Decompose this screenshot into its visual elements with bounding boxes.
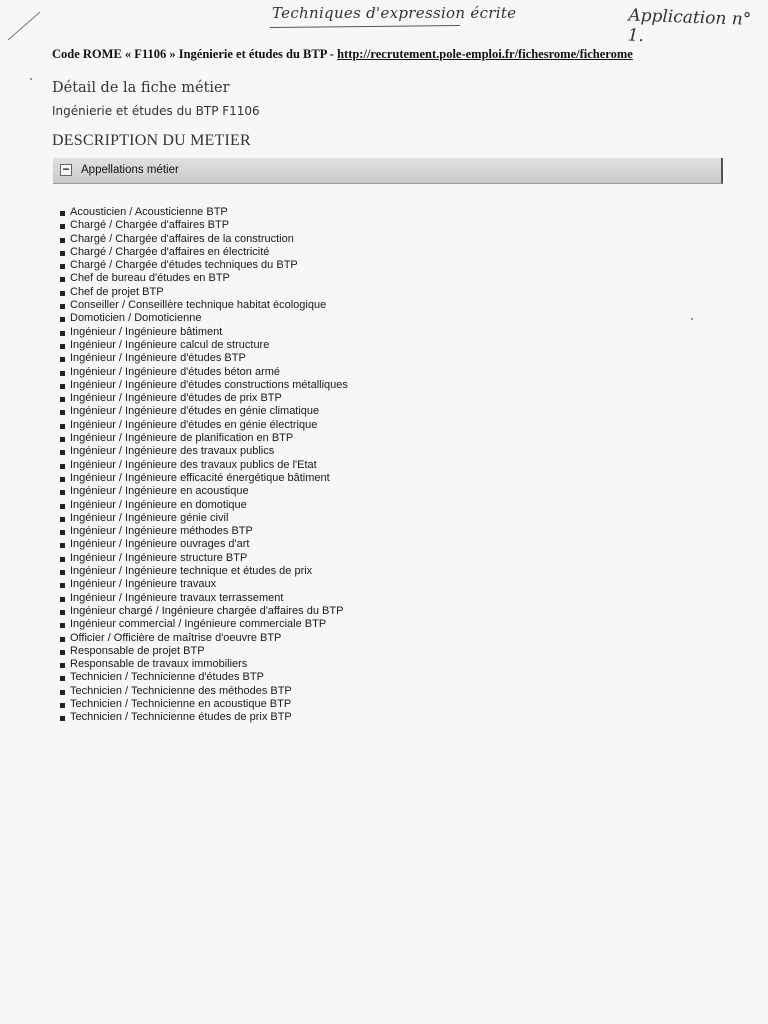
list-item: Ingénieur / Ingénieure d'études en génie électrique [60,419,348,432]
list-item: Ingénieur / Ingénieure bâtiment [60,326,348,339]
pen-stroke-mark [0,0,60,50]
list-item: Acousticien / Acousticienne BTP [60,206,348,219]
list-item: Ingénieur / Ingénieure méthodes BTP [60,525,348,538]
list-item: Ingénieur / Ingénieure des travaux publics [60,445,348,458]
list-item: Chargé / Chargée d'affaires BTP [60,219,348,232]
handwritten-underline [270,25,460,28]
list-item: Responsable de travaux immobiliers [60,658,348,671]
list-item: Ingénieur / Ingénieure travaux [60,578,348,591]
list-item: Ingénieur / Ingénieure en domotique [60,499,348,512]
source-text: Code ROME « F1106 » Ingénierie et études du BTP - [52,47,338,61]
list-item: Ingénieur / Ingénieure d'études constructions métalliques [60,379,348,392]
scan-speck [691,318,693,320]
list-item: Ingénieur / Ingénieure d'études béton armé [60,366,348,379]
list-item: Ingénieur / Ingénieure efficacité énergétique bâtiment [60,472,348,485]
handwritten-title: Techniques d'expression écrite [272,4,517,22]
list-item: Technicien / Technicienne études de prix BTP [60,711,348,724]
appellations-list [60,206,348,725]
list-item: Responsable de projet BTP [60,645,348,658]
source-url-link[interactable]: http://recrutement.pole-emploi.fr/fichesrome/ficherome [337,47,633,61]
list-item: Ingénieur / Ingénieure travaux terrassement [60,592,348,605]
list-item: Ingénieur chargé / Ingénieure chargée d'affaires du BTP [60,605,348,618]
source-line [52,47,633,62]
list-item: Chargé / Chargée d'affaires de la construction [60,233,348,246]
list-item: Ingénieur / Ingénieure calcul de structure [60,339,348,352]
list-item: Technicien / Technicienne d'études BTP [60,671,348,684]
list-item: Technicien / Technicienne des méthodes BTP [60,685,348,698]
list-item: Ingénieur / Ingénieure structure BTP [60,552,348,565]
list-item: Chef de bureau d'études en BTP [60,272,348,285]
collapse-toggle-icon[interactable]: − [60,164,72,176]
list-item: Domoticien / Domoticienne [60,312,348,325]
list-item: Ingénieur commercial / Ingénieure commerciale BTP [60,618,348,631]
list-item: Ingénieur / Ingénieure d'études en génie climatique [60,405,348,418]
appellations-section-header[interactable] [53,158,723,184]
list-item: Ingénieur / Ingénieure ouvrages d'art [60,538,348,551]
list-item: Ingénieur / Ingénieure d'études BTP [60,352,348,365]
list-item: Conseiller / Conseillère technique habitat écologique [60,299,348,312]
list-item: Officier / Officière de maîtrise d'oeuvre BTP [60,632,348,645]
list-item: Technicien / Technicienne en acoustique BTP [60,698,348,711]
list-item: Ingénieur / Ingénieure de planification en BTP [60,432,348,445]
list-item: Ingénieur / Ingénieure en acoustique [60,485,348,498]
list-item: Chargé / Chargée d'affaires en électricité [60,246,348,259]
list-item: Ingénieur / Ingénieure génie civil [60,512,348,525]
page-subtitle: Ingénierie et études du BTP F1106 [52,104,260,118]
section-title: DESCRIPTION DU METIER [52,132,251,149]
scan-speck [30,78,32,80]
list-item: Ingénieur / Ingénieure des travaux publics de l'Etat [60,459,348,472]
list-item: Chargé / Chargée d'études techniques du BTP [60,259,348,272]
list-item: Ingénieur / Ingénieure technique et études de prix [60,565,348,578]
handwritten-application-number: Application n° 1. [627,5,752,47]
list-item: Ingénieur / Ingénieure d'études de prix BTP [60,392,348,405]
list-item: Chef de projet BTP [60,286,348,299]
page-title: Détail de la fiche métier [52,80,230,96]
appellations-section-label: Appellations métier [81,164,179,176]
